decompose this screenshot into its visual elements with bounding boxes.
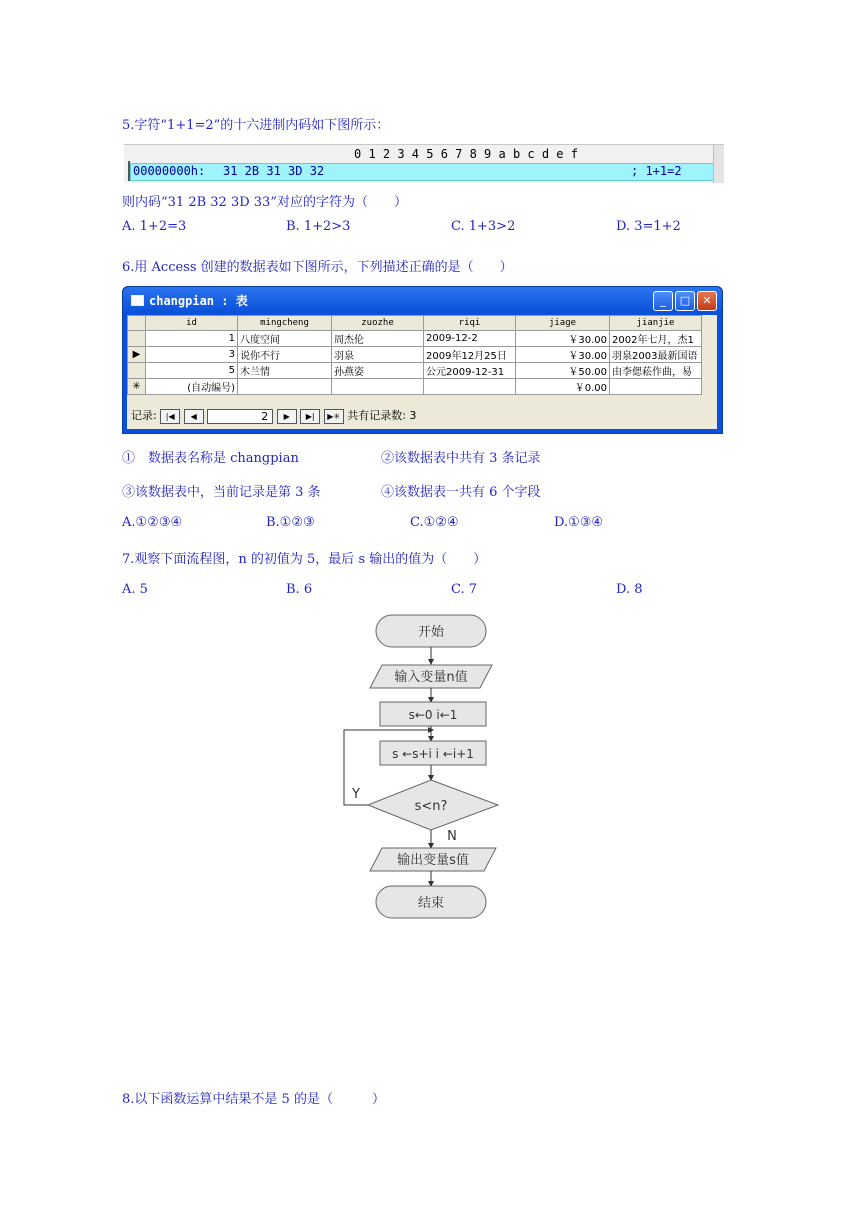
column-header[interactable]: id (146, 316, 238, 331)
close-icon[interactable]: ✕ (697, 291, 717, 311)
cell-zuozhe[interactable]: 孙燕姿 (332, 363, 424, 379)
q6-statement-2: ②该数据表中共有 3 条记录 (381, 451, 541, 466)
window-title: changpian : 表 (149, 294, 248, 308)
table-header-row (128, 316, 702, 331)
last-record-icon[interactable]: ▶| (300, 409, 320, 424)
q5-option-a: A. 1+2=3 (122, 219, 187, 234)
minimize-icon[interactable]: _ (653, 291, 673, 311)
new-record-icon[interactable]: ✳ (128, 379, 146, 395)
column-header[interactable]: jiage (516, 316, 610, 331)
cell-jianjie[interactable]: 羽泉2003最新国语 (610, 347, 702, 363)
q6-statement-3: ③该数据表中，当前记录是第 3 条 (122, 485, 321, 500)
q7-option-d: D. 8 (616, 582, 643, 597)
access-table-window (122, 286, 723, 434)
flow-init-label: s←0 i←1 (408, 708, 458, 722)
q6-option-d: D.①③④ (554, 515, 604, 530)
q5-option-b: B. 1+2>3 (286, 219, 351, 234)
new-record-nav-icon[interactable]: ▶✳ (324, 409, 344, 424)
q7-option-b: B. 6 (286, 582, 313, 597)
datasheet (127, 315, 717, 429)
flow-no-label: N (447, 829, 457, 844)
row-selector[interactable] (128, 331, 146, 347)
cell-jianjie[interactable]: 由李偲菘作曲，易 (610, 363, 702, 379)
cell-id[interactable]: 1 (146, 331, 238, 347)
q7-option-a: A. 5 (122, 582, 148, 597)
flow-start-label: 开始 (417, 625, 445, 640)
record-nav-label: 记录: (131, 409, 157, 422)
table-row[interactable] (128, 331, 702, 347)
cell-jiage[interactable]: ￥0.00 (516, 379, 610, 395)
q5-option-c: C. 1+3>2 (451, 219, 516, 234)
q8-stem: 8.以下函数运算中结果不是 5 的是（ ） (122, 1092, 385, 1107)
maximize-icon[interactable]: □ (675, 291, 695, 311)
flow-input-label: 输入变量n值 (394, 670, 468, 685)
column-header[interactable]: riqi (424, 316, 516, 331)
cell-id[interactable]: 5 (146, 363, 238, 379)
hex-address: 00000000h: (133, 164, 206, 178)
q6-option-a: A.①②③④ (122, 515, 183, 530)
cell-mingcheng[interactable]: 说你不行 (238, 347, 332, 363)
flowchart (330, 610, 530, 930)
flow-body-label: s ←s+i i ←i+1 (392, 747, 474, 761)
q5-question: 则内码“31 2B 32 3D 33”对应的字符为（ ） (122, 195, 407, 210)
hex-row (130, 163, 720, 181)
cell-zuozhe[interactable]: 周杰伦 (332, 331, 424, 347)
row-selector[interactable] (128, 363, 146, 379)
hex-bytes: 31 2B 31 3D 32 (223, 164, 325, 178)
flow-end-label: 结束 (417, 896, 445, 911)
q7-stem: 7.观察下面流程图，n 的初值为 5，最后 s 输出的值为（ ） (122, 552, 487, 567)
hex-viewer (124, 144, 724, 183)
hex-column-header: 0 1 2 3 4 5 6 7 8 9 a b c d e f (354, 147, 578, 161)
q7-option-c: C. 7 (451, 582, 478, 597)
q6-option-b: B.①②③ (266, 515, 315, 530)
cell-jianjie[interactable]: 2002年七月，杰1 (610, 331, 702, 347)
cell-jianjie[interactable] (610, 379, 702, 395)
table-row[interactable] (128, 363, 702, 379)
cell-mingcheng[interactable]: 八度空间 (238, 331, 332, 347)
flow-yes-label: Y (352, 787, 360, 802)
cell-zuozhe[interactable] (332, 379, 424, 395)
window-titlebar (123, 287, 722, 313)
hex-text: ; 1+1=2 (631, 164, 682, 178)
flow-condition-label: s<n? (414, 799, 448, 814)
cell-riqi[interactable] (424, 379, 516, 395)
q5-option-d: D. 3=1+2 (616, 219, 681, 234)
current-record-icon[interactable]: ▶ (128, 347, 146, 363)
row-selector-header (128, 316, 146, 331)
record-navigator (131, 407, 416, 424)
column-header[interactable]: zuozhe (332, 316, 424, 331)
q6-statement-4: ④该数据表一共有 6 个字段 (381, 485, 541, 500)
cell-jiage[interactable]: ￥30.00 (516, 331, 610, 347)
cell-jiage[interactable]: ￥30.00 (516, 347, 610, 363)
q6-statement-1: ① 数据表名称是 changpian (122, 451, 299, 466)
cell-jiage[interactable]: ￥50.00 (516, 363, 610, 379)
record-count: 共有记录数: 3 (347, 409, 417, 422)
cell-zuozhe[interactable]: 羽泉 (332, 347, 424, 363)
column-header[interactable]: mingcheng (238, 316, 332, 331)
q6-option-c: C.①②④ (410, 515, 459, 530)
cell-mingcheng[interactable] (238, 379, 332, 395)
hex-scrollbar[interactable] (713, 145, 724, 183)
column-header[interactable]: jianjie (610, 316, 702, 331)
flow-output-label: 输出变量s值 (397, 853, 469, 868)
table-row-current[interactable] (128, 347, 702, 363)
next-record-icon[interactable]: ▶ (277, 409, 297, 424)
data-table (127, 315, 702, 395)
first-record-icon[interactable]: |◀ (160, 409, 180, 424)
cell-mingcheng[interactable]: 木兰情 (238, 363, 332, 379)
cell-riqi[interactable]: 2009-12-2 (424, 331, 516, 347)
cell-id[interactable]: 3 (146, 347, 238, 363)
record-number-input[interactable]: 2 (207, 409, 273, 424)
prev-record-icon[interactable]: ◀ (184, 409, 204, 424)
new-record-row[interactable] (128, 379, 702, 395)
table-icon (131, 295, 144, 306)
cell-id[interactable]: (自动编号) (146, 379, 238, 395)
cell-riqi[interactable]: 2009年12月25日 (424, 347, 516, 363)
q5-stem: 5.字符“1+1=2”的十六进制内码如下图所示： (122, 118, 390, 133)
q6-stem: 6.用 Access 创建的数据表如下图所示，下列描述正确的是（ ） (122, 260, 513, 275)
cell-riqi[interactable]: 公元2009-12-31 (424, 363, 516, 379)
